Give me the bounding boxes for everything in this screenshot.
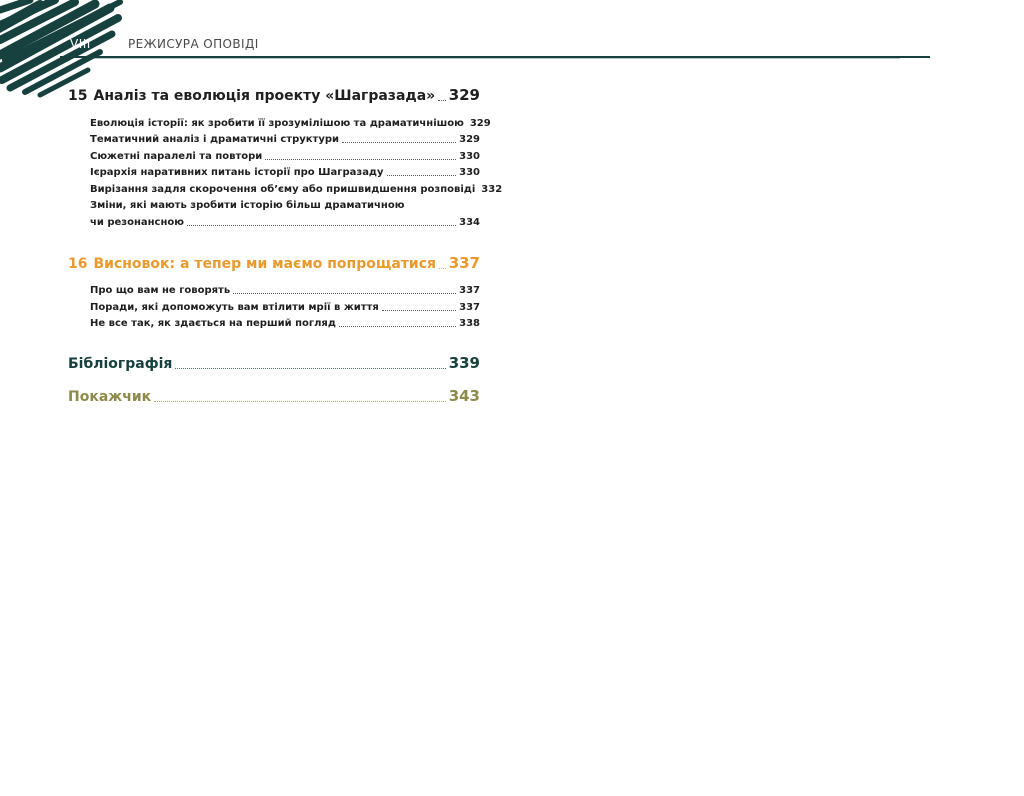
leader-dots bbox=[187, 224, 456, 226]
leader-dots bbox=[339, 325, 456, 327]
toc-item[interactable] bbox=[90, 285, 480, 296]
toc-chapter-15[interactable] bbox=[68, 86, 480, 104]
chapter-title: Висновок: а тепер ми маємо попрощатися bbox=[93, 256, 436, 272]
corner-brush-decoration bbox=[0, 0, 135, 100]
toc-item[interactable] bbox=[90, 184, 503, 195]
item-title: Тематичний аналіз і драматичні структури bbox=[90, 134, 340, 145]
chapter-title: Аналіз та еволюція проекту «Шагразада» bbox=[93, 88, 436, 104]
chapter-number: 16 bbox=[68, 256, 88, 272]
toc-item[interactable] bbox=[90, 167, 480, 178]
leader-dots bbox=[342, 141, 456, 143]
item-page: 337 bbox=[459, 285, 480, 296]
item-page: 338 bbox=[459, 318, 480, 329]
section-page: 343 bbox=[448, 387, 480, 405]
item-title: Сюжетні паралелі та повтори bbox=[90, 151, 263, 162]
leader-dots bbox=[439, 267, 446, 269]
toc-item-line1[interactable]: Зміни, які мають зробити історію більш драматичною bbox=[90, 200, 405, 211]
leader-dots bbox=[387, 174, 457, 176]
item-title: Про що вам не говорять bbox=[90, 285, 231, 296]
toc-item[interactable] bbox=[90, 151, 480, 162]
leader-dots bbox=[154, 400, 446, 402]
leader-dots bbox=[175, 367, 445, 369]
leader-dots bbox=[438, 99, 446, 101]
item-title-line2: чи резонансною bbox=[90, 217, 184, 228]
leader-dots bbox=[382, 309, 456, 311]
item-page: 330 bbox=[459, 167, 480, 178]
item-page: 332 bbox=[481, 184, 503, 195]
item-title: Не все так, як здається на перший погляд bbox=[90, 318, 336, 329]
toc-item[interactable] bbox=[90, 217, 480, 228]
leader-dots bbox=[233, 292, 456, 294]
toc-item[interactable] bbox=[90, 118, 491, 129]
toc-bibliography[interactable] bbox=[68, 354, 480, 372]
toc-item[interactable] bbox=[90, 318, 480, 329]
toc-item[interactable] bbox=[90, 302, 480, 313]
item-page: 329 bbox=[459, 134, 480, 145]
page-number: VIII bbox=[70, 37, 91, 51]
running-head: РЕЖИСУРА ОПОВІДІ bbox=[128, 37, 259, 51]
leader-dots bbox=[265, 158, 456, 160]
toc-index[interactable] bbox=[68, 387, 480, 405]
chapter-number: 15 bbox=[68, 88, 88, 104]
section-page: 339 bbox=[448, 354, 480, 372]
section-title: Покажчик bbox=[68, 389, 152, 405]
item-title: Ієрархія наративних питань історії про Шагразаду bbox=[90, 167, 384, 178]
chapter-page: 329 bbox=[448, 86, 480, 104]
item-page: 337 bbox=[459, 302, 480, 313]
item-page: 334 bbox=[459, 217, 480, 228]
item-page: 330 bbox=[459, 151, 480, 162]
item-page: 329 bbox=[469, 118, 491, 129]
item-title: Поради, які допоможуть вам втілити мрії в життя bbox=[90, 302, 379, 313]
section-title: Бібліографія bbox=[68, 356, 173, 372]
item-title: Еволюція історії: як зробити її зрозумілішою та драматичнішою bbox=[90, 118, 464, 129]
chapter-page: 337 bbox=[448, 254, 480, 272]
header-rule bbox=[0, 52, 935, 62]
toc-chapter-16[interactable] bbox=[68, 254, 480, 272]
toc-item[interactable] bbox=[90, 134, 480, 145]
item-title: Вирізання задля скорочення об’єму або пришвидшення розповіді bbox=[90, 184, 476, 195]
